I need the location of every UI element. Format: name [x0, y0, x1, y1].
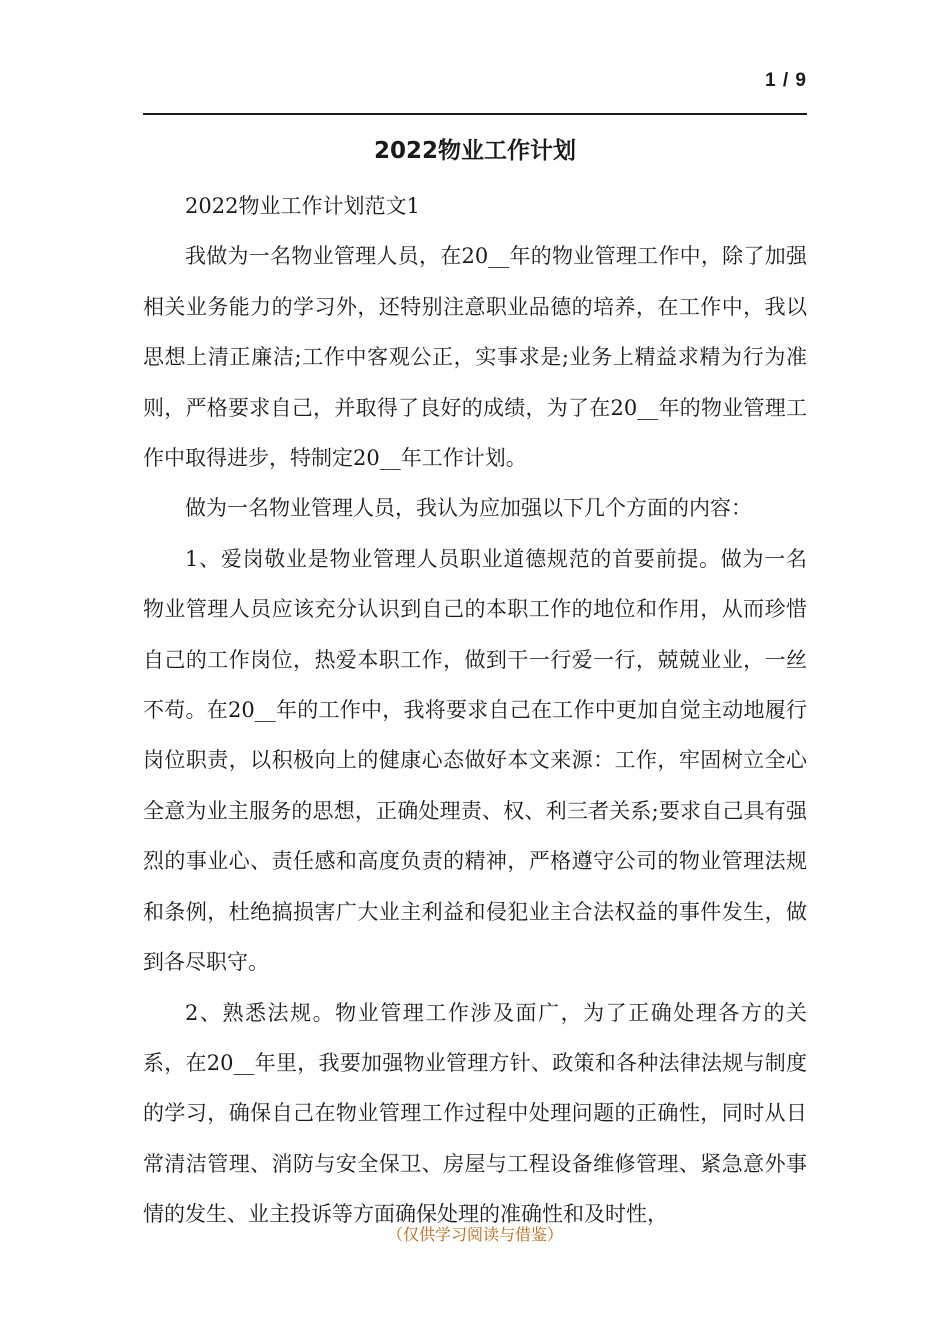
paragraph-lead-in: 做为一名物业管理人员，我认为应加强以下几个方面的内容：	[185, 496, 752, 521]
paragraph-item-2: 2、熟悉法规。物业管理工作涉及面广，为了正确处理各方的关系，在20__年里，我要加强物业管理方针、政策和各种法律法规与制度的学习，确保自己在物业管理工作过程中处理问题的正确性，同时从日常清洁管理、消防与安全保卫、房屋与工程设备维修管理、紧急意外事情的发生、业主投诉等方面确保处理的准确性和及时性，	[143, 1000, 807, 1227]
paragraph-intro: 我做为一名物业管理人员，在20__年的物业管理工作中，除了加强相关业务能力的学习外，还特别注意职业品德的培养，在工作中，我以思想上清正廉洁;工作中客观公正，实事求是;业务上精益求精为行为准则，严格要求自己，并取得了良好的成绩，为了在20__年的物业管理工作中取得进步，特制定20__年工作计划。	[143, 244, 807, 471]
footer-note: （仅供学习阅读与借鉴）	[386, 1225, 563, 1244]
page-number: 1 / 9	[765, 70, 807, 91]
paragraph-subtitle: 2022物业工作计划范文1	[185, 194, 420, 218]
document-body	[143, 181, 807, 1240]
paragraph-item-1: 1、爱岗敬业是物业管理人员职业道德规范的首要前提。做为一名物业管理人员应该充分认识到自己的本职工作的地位和作用，从而珍惜自己的工作岗位，热爱本职工作，做到干一行爱一行，兢兢业业，一丝不苟。在20__年的工作中，我将要求自己在工作中更加自觉主动地履行岗位职责，以积极向上的健康心态做好本文来源：工作，牢固树立全心全意为业主服务的思想，正确处理责、权、利三者关系;要求自己具有强烈的事业心、责任感和高度负责的精神，严格遵守公司的物业管理法规和条例，杜绝搞损害广大业主利益和侵犯业主合法权益的事件发生，做到各尽职守。	[143, 546, 807, 975]
header-divider	[143, 113, 807, 115]
document-title: 2022物业工作计划	[373, 138, 576, 164]
